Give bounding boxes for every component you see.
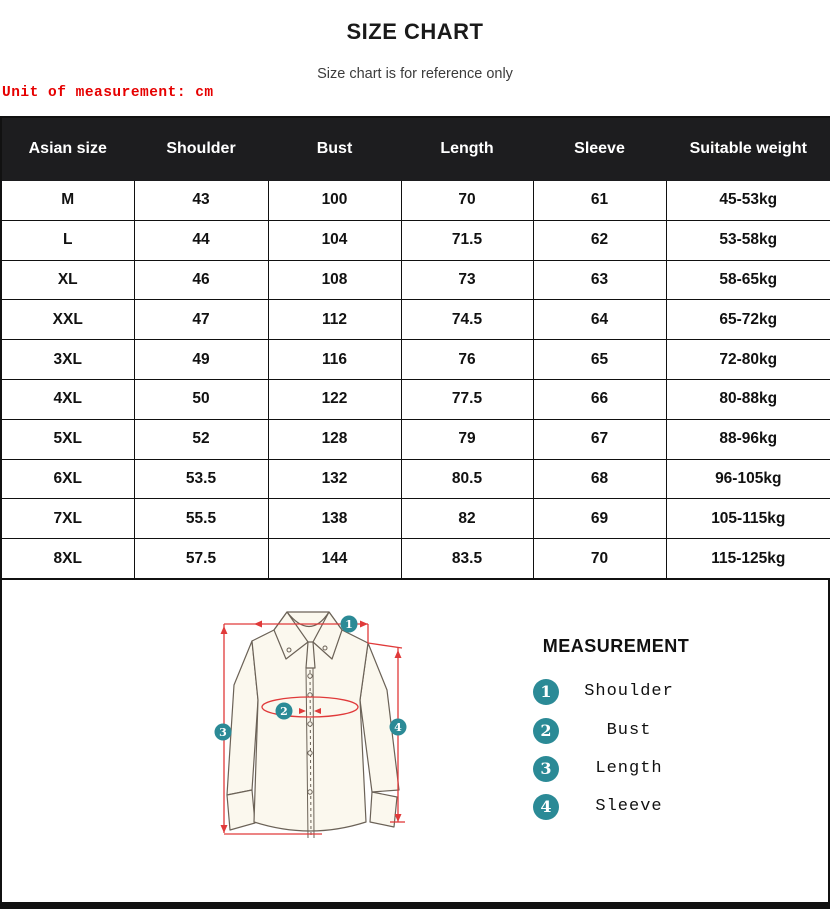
marker-2-label: 2 <box>280 705 288 718</box>
page-title: SIZE CHART <box>346 19 484 44</box>
table-row <box>1 300 830 340</box>
size-table-body <box>1 181 830 579</box>
table-row <box>1 340 830 380</box>
table-cell: 50 <box>134 379 268 419</box>
shirt-left-cuff <box>227 790 255 830</box>
table-cell: 104 <box>268 220 401 260</box>
table-cell: 105-115kg <box>666 499 830 539</box>
table-cell: M <box>1 181 134 221</box>
table-cell: 44 <box>134 220 268 260</box>
unit-note: Unit of measurement: cm <box>2 85 214 101</box>
table-row <box>1 499 830 539</box>
table-cell: 80-88kg <box>666 379 830 419</box>
table-cell: 74.5 <box>401 300 533 340</box>
shirt-diagram <box>172 595 432 895</box>
legend-3-label: Length <box>595 759 663 778</box>
table-cell: 62 <box>533 220 666 260</box>
table-cell: 57.5 <box>134 539 268 579</box>
table-cell: 77.5 <box>401 379 533 419</box>
column-header: Suitable weight <box>666 117 830 181</box>
table-cell: 80.5 <box>401 459 533 499</box>
table-cell: 79 <box>401 419 533 459</box>
table-row <box>1 220 830 260</box>
table-cell: 61 <box>533 181 666 221</box>
legend-2-label: Bust <box>606 721 652 740</box>
shirt-left-sleeve <box>227 641 258 795</box>
table-row <box>1 260 830 300</box>
table-cell: 66 <box>533 379 666 419</box>
column-header: Length <box>401 117 533 181</box>
shirt-placket-top <box>306 642 315 668</box>
legend-1-badge: 1 <box>533 679 559 705</box>
table-cell: XL <box>1 260 134 300</box>
table-row <box>1 459 830 499</box>
table-cell: 138 <box>268 499 401 539</box>
legend-item-shoulder <box>533 679 705 705</box>
table-cell: 100 <box>268 181 401 221</box>
legend-item-sleeve <box>533 794 705 820</box>
table-cell: 53.5 <box>134 459 268 499</box>
table-cell: 55.5 <box>134 499 268 539</box>
table-cell: 76 <box>401 340 533 380</box>
table-cell: 132 <box>268 459 401 499</box>
marker-1-label: 1 <box>345 618 353 631</box>
table-cell: 43 <box>134 181 268 221</box>
table-cell: 70 <box>401 181 533 221</box>
table-cell: 46 <box>134 260 268 300</box>
column-header: Asian size <box>1 117 134 181</box>
table-cell: 5XL <box>1 419 134 459</box>
legend-3-badge: 3 <box>533 756 559 782</box>
table-row <box>1 419 830 459</box>
table-cell: 52 <box>134 419 268 459</box>
table-cell: 49 <box>134 340 268 380</box>
table-cell: 65-72kg <box>666 300 830 340</box>
legend-item-length <box>533 756 705 782</box>
table-cell: 73 <box>401 260 533 300</box>
shirt-right-sleeve <box>360 643 399 792</box>
table-cell: XXL <box>1 300 134 340</box>
legend-2-badge: 2 <box>533 718 559 744</box>
column-header: Bust <box>268 117 401 181</box>
table-cell: 122 <box>268 379 401 419</box>
table-row <box>1 181 830 221</box>
table-cell: 88-96kg <box>666 419 830 459</box>
table-row <box>1 379 830 419</box>
size-table-header <box>1 117 830 181</box>
table-row <box>1 539 830 579</box>
table-cell: 96-105kg <box>666 459 830 499</box>
table-cell: 65 <box>533 340 666 380</box>
table-cell: 115-125kg <box>666 539 830 579</box>
marker-3-label: 3 <box>219 726 227 739</box>
table-cell: 128 <box>268 419 401 459</box>
table-cell: 58-65kg <box>666 260 830 300</box>
table-cell: 69 <box>533 499 666 539</box>
table-cell: 63 <box>533 260 666 300</box>
table-cell: 6XL <box>1 459 134 499</box>
legend-1-label: Shoulder <box>584 682 674 701</box>
table-cell: 67 <box>533 419 666 459</box>
table-cell: 71.5 <box>401 220 533 260</box>
table-cell: 68 <box>533 459 666 499</box>
table-cell: 53-58kg <box>666 220 830 260</box>
table-cell: 112 <box>268 300 401 340</box>
table-cell: 82 <box>401 499 533 539</box>
header-row <box>1 117 830 181</box>
marker-4-label: 4 <box>394 721 402 734</box>
table-cell: 8XL <box>1 539 134 579</box>
size-table <box>0 116 830 580</box>
table-cell: 70 <box>533 539 666 579</box>
subtitle: Size chart is for reference only <box>317 66 513 82</box>
legend-item-bust <box>533 718 705 744</box>
measurement-panel <box>0 580 830 909</box>
legend-4-badge: 4 <box>533 794 559 820</box>
table-cell: 47 <box>134 300 268 340</box>
table-cell: 116 <box>268 340 401 380</box>
table-cell: 4XL <box>1 379 134 419</box>
column-header: Shoulder <box>134 117 268 181</box>
table-cell: L <box>1 220 134 260</box>
table-cell: 45-53kg <box>666 181 830 221</box>
table-cell: 108 <box>268 260 401 300</box>
table-cell: 83.5 <box>401 539 533 579</box>
legend-4-label: Sleeve <box>595 797 663 816</box>
table-cell: 7XL <box>1 499 134 539</box>
column-header: Sleeve <box>533 117 666 181</box>
table-cell: 144 <box>268 539 401 579</box>
table-cell: 3XL <box>1 340 134 380</box>
table-cell: 72-80kg <box>666 340 830 380</box>
table-cell: 64 <box>533 300 666 340</box>
measurement-title: MEASUREMENT <box>542 636 690 656</box>
